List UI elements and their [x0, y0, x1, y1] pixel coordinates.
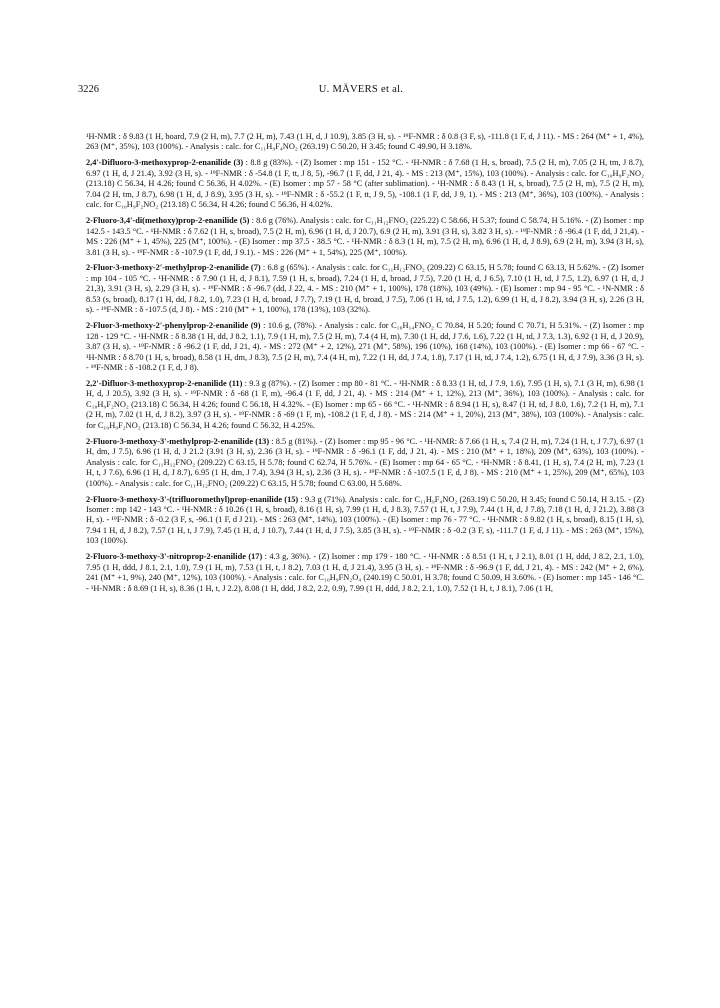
compound-title: 2-Fluoro-3-methoxy-3'-methylprop-2-enanilide (13): [86, 436, 270, 446]
compound-entry: [86, 321, 644, 373]
experimental-text: [86, 132, 644, 600]
compound-entry: [86, 552, 644, 594]
compound-data: : 8.8 g (83%). - (Z) Isomer : mp 151 - 152 °C. - ¹H-NMR : δ 7.68 (1 H, s, broad), 7.5 (2 H, m), 7.05 (2 H, tm, J 8.7), 6.97 (1 H, d, J 21.4), 3.92 (3 H, s). - ¹⁹F-NMR : δ -54.8 (1 F, tt, J 8, 5), -96.7 (1 F, dd, J 21, 4). - MS : 213 (M⁺, 15%), 103 (100%). - Analysis : calc. for C₁₀H₉F₂NO₂ (213.18) C 56.34, H 4.26; found C 56.36, H 4.02%. - (E) Isomer : mp 57 - 58 °C (after sublimation). - ¹H-NMR : δ 8.43 (1 H, s, broad), 7.5 (2 H, m), 7.5 (2 H, m), 7.04 (2 H, tm, J 8.7), 6.98 (1 H, d, J 8.9), 3.95 (3 H, s). - ¹⁹F-NMR : δ -55.2 (1 F, tt, J 9, 5), -108.1 (1 F, dd, J 9, 1). - MS : 213 (M⁺, 36%), 103 (100%). - Analysis : calc. for C₁₀H₉F₂NO₂ (213.18) C 56.34, H 4.26; found C 56.36, H 4.02%.: [86, 158, 644, 210]
compound-data: ¹H-NMR : δ 9.83 (1 H, board, 7.9 (2 H, m), 7.7 (2 H, m), 7.43 (1 H, d, J 10.9), 3.85 (3 H, s). - ¹⁹F-NMR : δ 0.8 (3 F, s), -111.8 (1 F, d, J 11). - MS : 264 (M⁺ + 1, 4%), 263 (M⁺, 35%), 103 (100%). - Analysis : calc. for C₁₁H₉F₄NO₂ (263.19) C 50.20, H 3.45; found C 49.90, H 3.18%.: [86, 132, 644, 152]
compound-data: : 10.6 g, (78%). - Analysis : calc. for C₁₆H₁₄FNO₂ C 70.84, H 5.20; found C 70.71, H 5.31%. - (Z) Isomer : mp 128 - 129 °C. - ¹H-NMR : δ 8.38 (1 H, dd, J 8.2, 1.1), 7.9 (1 H, m), 7.5 (2 H, m), 7.4 (4 H, m), 7.30 (1 H, dd, J 7.6, 1.6), 7.22 (1 H, td, J 7.3, 1.3), 6.92 (1 H, d, J 20.9), 3.87 (3 H, s). - ¹⁹F-NMR : δ -96.2 (1 F, dd, J 21, 4). - MS : 272 (M⁺ + 2, 12%), 271 (M⁺, 58%), 196 (10%), 168 (14%), 103 (100%). - (E) Isomer : mp 66 - 67 °C. - ¹H-NMR : δ 8.70 (1 H, s, broad), 8.58 (1 H, dm, J 8.3), 7.5 (2 H, m), 7.4 (4 H, m), 7.22 (1 H, dd, J 7.4, 1.8), 7.17 (1 H, td, J 7.4, 1.2), 6.75 (1 H, d, J 7.9), 3.36 (3 H, s). - ¹⁹F-NMR : δ -108.2 (1 F, d, J 8).: [86, 321, 644, 373]
compound-data: : 8.5 g (81%). - (Z) Isomer : mp 95 - 96 °C. - ¹H-NMR: δ 7.66 (1 H, s, 7.4 (2 H, m), 7.24 (1 H, t, J 7.7), 6.97 (1 H, dm, J 7.5), 6.96 (1 H, d, J 21.2 (3.91 (3 H, s), 2.36 (3 H, s). - ¹⁹F-NMR : δ -96.1 (1 F, dd, J 21, 4). - MS : 210 (M⁺ + 1, 18%), 209 (M⁺, 63%), 103 (100%). - Analysis : calc. for C₁₁H₁₂FNO₂ (209.22) C 63.15, H 5.78; found C 62.74, H 5.76%. - (E) Isomer : mp 64 - 65 °C. - ¹H-NMR : δ 8.41, (1 H, s), 7.4 (2 H, m), 7.23 (1 H, t, J 7.6), 6.96 (1 H, d, J 8.7), 6.95 (1 H, dm, J 7.4), 3.94 (3 H, s), 2.36 (3 H, s). - ¹⁹F-NMR : δ -107.5 (1 F, d, J 8). - MS : 210 (M⁺ + 1, 25%), 209 (M⁺, 65%), 103 (100%). - Analysis : calc. for C₁₁H₁₂FNO₂ (209.22) C 63.15, H 5.78; found C 63.00, H 5.68%.: [86, 436, 645, 488]
compound-entry: [86, 263, 644, 315]
compound-data: : 4.3 g, 36%). - (Z) Isomer : mp 179 - 180 °C. - ¹H-NMR : δ 8.51 (1 H, t, J 2.1), 8.01 (1 H, ddd, J 8.2, 2.1, 1.0), 7.95 (1 H, ddd, J 8.1, 2.1, 1.0), 7.9 (1 H, m), 7.53 (1 H, t, J 8.2), 7.03 (1 H, d, J 21.4), 3.95 (3 H, s). - ¹⁹F-NMR : δ -96.9 (1 F, dd, J 21, 4). - MS : 242 (M⁺ + 2, 6%), 241 (M⁺ +1, 9%), 240 (M⁺, 12%), 103 (100%). - Analysis : calc. for C₁₀H₉FN₂O₄ (240.19) C 50.01, H 3.78; found C 50.09, H 3.60%. - (E) Isomer : mp 145 - 146 °C. - ¹H-NMR : δ 8.69 (1 H, s), 8.36 (1 H, t, J 2.2), 8.08 (1 H, ddd, J 8.2, 2.2, 0.9), 7.99 (1 H, ddd, J 8.2, 2.1, 1.0), 7.52 (1 H, t, J 8.1), 7.06 (1 H,: [86, 552, 644, 593]
page-number: 3226: [78, 84, 99, 95]
compound-title: 2,4'-Difluoro-3-methoxyprop-2-enanilide (3): [86, 158, 244, 168]
compound-entry: [86, 495, 644, 547]
compound-entry: [86, 437, 644, 489]
compound-title: 2-Fluor-3-methoxy-2'-phenylprop-2-enanilide (9): [86, 321, 261, 331]
compound-data: : 9.3 g (71%). Analysis : calc. for C₁₁H₉F₄NO₂ (263.19) C 50.20, H 3.45; found C 50.14, H 3.15. - (Z) Isomer : mp 142 - 143 °C. - ¹H-NMR : δ 10.26 (1 H, s, broad), 8.16 (1 H, s), 7.99 (1 H, d, J 8.3), 7.57 (1 H, t, J 7.9), 7.44 (1 H, d, J 7.8), 7.18 (1 H, d, J 21.2), 3.88 (3 H, s). - ¹⁹F-NMR : δ -0.2 (3 F, s, -96.1 (1 F, d J 21). - MS : 263 (M⁺, 14%), 103 (100%). - (E) Isomer : mp 76 - 77 °C. - ¹H-NMR : δ 9.82 (1 H, s, broad), 8.15 (1 H, s), 7.94 1 H, d, J 8.2), 7.57 (1 H, t, J 7.9), 7.45 (1 H, d, J 10.7), 7.44 (1 H, d, J 7.5), 3.85 (3 H, s). - ¹⁹F-NMR : δ -0.2 (3 F, s), -111.7 (1 F, d, J 11). - MS : 263 (M⁺, 15%), 103 (100%).: [86, 494, 644, 546]
compound-title: 2-Fluor-3-methoxy-2'-methylprop-2-enanilide (7): [86, 263, 261, 273]
compound-title: 2,2'-Difluor-3-methoxyprop-2-enanilide (11): [86, 379, 243, 389]
compound-data: : 9.3 g (87%). - (Z) Isomer : mp 80 - 81 °C. - ¹H-NMR : δ 8.33 (1 H, td, J 7.9, 1.6), 7.95 (1 H, s), 7.1 (3 H, m), 6.98 (1 H, d, J 20.5), 3.92 (3 H, s). - ¹⁹F-NMR : δ -68 (1 F, m), -96.4 (1 F, dd, J 21, 4). - MS : 214 (M⁺ + 1, 12%), 213 (M⁺, 36%), 103 (100%). - Analysis : calc. for C₁₀H₉F₂NO₂ (213.18) C 56.34, H 4.26; found C 56.18, H 4.32%. - (E) Isomer : mp 65 - 66 °C. - ¹H-NMR : δ 8.94 (1 H, s), 8.47 (1 H, td, J 8.0, 1.6), 7.2 (1 H, m), 7.1 (2 H, m), 7.02 (1 H, d, J 8.2), 3.97 (3 H, s). - ¹⁹F-NMR : δ -69 (1 F, m), -108.2 (1 F, d, J 8). - MS : 214 (M⁺ + 1, 20%), 213 (M⁺, 38%), 103 (100%). - Analysis : calc. for C₁₀H₉F₂NO₂ (213.18) C 56.34, H 4.26; found C 56.32, H 4.25%.: [86, 379, 644, 430]
compound-entry: [86, 132, 644, 153]
compound-title: 2-Fluoro-3-methoxy-3'-(trifluoromethyl)prop-enanilide (15): [86, 494, 299, 504]
compound-data: : 6.8 g (65%). - Analysis : calc. for C₁₁H₁₂FNO₂ (209.22) C 63.15, H 5.78; found C 63.13, H 5.62%. - (Z) Isomer : mp 104 - 105 °C. - ¹H-NMR : δ 7.90 (1 H, d, J 8.1), 7.59 (1 H, s, broad), 7.24 (1 H, d, broad, J 7.5), 7.20 (1 H, d, J 6.5), 7.10 (1 H, td, J 7.5, 1.2), 6.97 (1 H, d, J 21,3), 3.91 (3 H, s), 2.29 (3 H, s). - ¹⁹F-NMR : δ -96.7 (dd, J 22, 4. - MS : 210 (M⁺ + 1, 100%), 178 (18%), 103 (49%). - (E) Isomer : mp 94 - 95 °C. - ¹N-NMR : δ 8.53 (s, broad), 8.17 (1 H, dd, J 8.2, 1.0), 7.23 (1 H, d, broad, J 7.7), 7.19 (1 H, d, broad, J 7.5), 7.06 (1 H, td, J 7.5, 1.2), 6.99 (1 H, d, J 8.2), 3.94 (3 H, s), 2.26 (3 H, s). - ¹⁹F-NMR : δ -107.5 (d, J 8). - MS : 210 (M⁺ + 1, 100%), 178 (13%), 103 (32%).: [86, 263, 644, 315]
compound-data: : 8.6 g (76%). Analysis : calc. for C₁₁H₁₂FNO₂ (225.22) C 58.66, H 5.37; found C 58.74, H 5.16%. - (Z) Isomer : mp 142.5 - 143.5 °C. - ¹H-NMR : δ 7.62 (1 H, s, broad), 7.5 (2 H, m), 6.96 (1 H, d, J 20.7), 6.9 (2 H, m), 3.91 (3 H, s), 3.82 3 H, s). - ¹⁹F-NMR : δ -96.4 (1 F, dd, J 21,4). - MS : 226 (M⁺ + 1, 45%), 225 (M⁺, 100%). - (E) Isomer : mp 37.5 - 38.5 °C. - ¹H-NMR : δ 8.3 (1 H, m), 7.5 (2 H, m), 6.96 (1 H, d, J 8.9), 6.9 (2 H, m), 3.94 (3 H, s), 3.81 (3 H, s). - ¹⁹F-NMR : δ -107.9 (1 F, dd, J 9.1). - MS : 226 (M⁺ + 1, 54%), 225 (M⁺, 100%).: [86, 216, 644, 257]
page-header: [78, 84, 644, 100]
compound-entry: [86, 158, 644, 210]
compound-title: 2-Fluoro-3-methoxy-3'-nitroprop-2-enanilide (17): [86, 552, 263, 562]
compound-entry: [86, 216, 644, 258]
compound-title: 2-Fluoro-3,4'-di(methoxy)prop-2-enanilide (5): [86, 216, 250, 226]
running-head: U. MÄVERS et al.: [318, 84, 404, 95]
compound-entry: [86, 379, 644, 431]
